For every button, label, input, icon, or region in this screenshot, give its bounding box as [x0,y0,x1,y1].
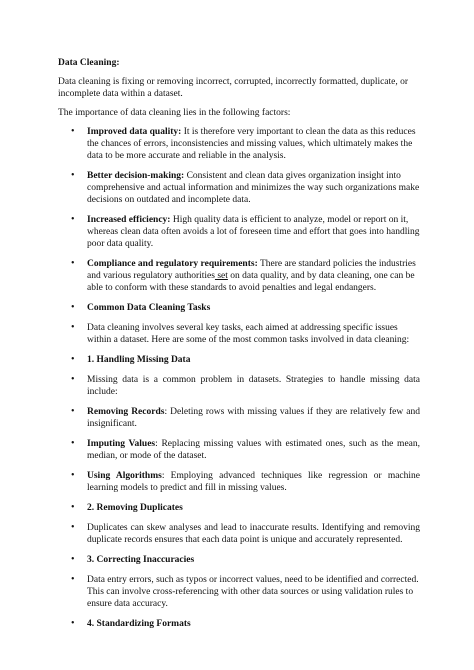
list-item-using-algorithms: • Using Algorithms: Employing advanced techniques like regression or machine learning models to predict and fill in missing values. [58,470,420,494]
bullet-list [58,126,420,630]
list-item-factor-quality: • Improved data quality: It is therefore very important to clean the data as this reduces the chances of errors, inconsistencies and missing values, which ultimately makes the data to be more accurate and reliable in the analysis. [58,126,420,162]
list-item-section1-heading: • 1. Handling Missing Data [58,354,420,366]
list-item-imputing-values: • Imputing Values: Replacing missing values with estimated ones, such as the mean, median, or mode of the dataset. [58,438,420,462]
list-item-section2-text: • Duplicates can skew analyses and lead to inaccurate results. Identifying and removing duplicate records ensures that each data point is unique and accurately represented. [58,522,420,546]
list-item-factor-compliance: • Compliance and regulatory requirements: There are standard policies the industries and various regulatory authorities set on data quality, and by data cleaning, one can be able to conform with these standards to avoid penalties and legal endangers. [58,258,420,294]
list-item-tasks-intro: • Data cleaning involves several key tasks, each aimed at addressing specific issues within a dataset. Here are some of the most common tasks involved in data cleaning: [58,322,420,346]
page-title: Data Cleaning: [58,58,120,68]
list-item-section3-heading: • 3. Correcting Inaccuracies [58,554,420,566]
list-item-removing-records: • Removing Records: Deleting rows with missing values if they are relatively few and insignificant. [58,406,420,430]
list-item-tasks-heading: • Common Data Cleaning Tasks [58,302,420,314]
list-item-factor-efficiency: • Increased efficiency: High quality data is efficient to analyze, model or report on it, whereas clean data often avoids a lot of foreseen time and effort that goes into handling poor data quality. [58,214,420,250]
list-item-section3-text: • Data entry errors, such as typos or incorrect values, need to be identified and corrected. This can involve cross-referencing with other data sources or using validation rules to ensure data accuracy. [58,574,420,610]
list-item-section1-intro: • Missing data is a common problem in datasets. Strategies to handle missing data include: [58,374,420,398]
list-item-section2-heading: • 2. Removing Duplicates [58,502,420,514]
list-item-factor-decision: • Better decision-making: Consistent and clean data gives organization insight into comprehensive and actual information and minimizes the way such organizations make decisions on outdated and incomplete data. [58,170,420,206]
document-body [58,57,420,638]
list-item-section4-heading: • 4. Standardizing Formats [58,618,420,630]
intro-paragraph: Data cleaning is fixing or removing incorrect, corrupted, incorrectly formatted, duplicate, or incomplete data within a dataset. [58,77,409,99]
importance-lead: The importance of data cleaning lies in the following factors: [58,108,291,118]
